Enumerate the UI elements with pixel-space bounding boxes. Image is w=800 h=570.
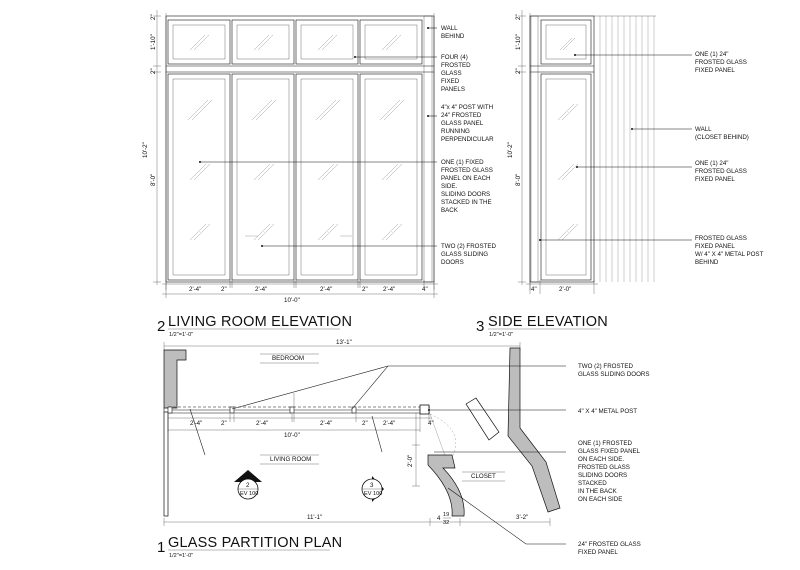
drawing-number-1: 1 — [157, 539, 166, 556]
note-wall-closet: WALL (CLOSET BEHIND) — [695, 126, 749, 141]
note-wall-behind: WALL BEHIND — [441, 25, 465, 40]
plan-dim-top: 13'-1" — [336, 339, 352, 346]
closet-wall-curve — [428, 455, 464, 516]
dim-panel-2: 2'-4" — [255, 286, 268, 293]
plan-note-two-sliding: TWO (2) FROSTED GLASS SLIDING DOORS — [578, 363, 650, 378]
room-closet: CLOSET — [471, 473, 496, 480]
plan-dim-mid: 10'-0" — [284, 432, 300, 439]
elevation-outline — [166, 16, 434, 282]
marker-2-sheet: EV 100 — [240, 491, 259, 497]
note-one-fixed: ONE (1) FIXED FROSTED GLASS PANEL ON EACH SIDE. SLIDING DOORS STACKED IN THE BACK — [441, 159, 493, 214]
side-notes — [695, 51, 765, 266]
dim-gap-top: 2" — [150, 14, 157, 20]
note-two-sliding: TWO (2) FROSTED GLASS SLIDING DOORS — [441, 243, 496, 266]
plan-dim-closet: 3'-2" — [516, 514, 529, 521]
note-one-24-mid: ONE (1) 24" FROSTED GLASS FIXED PANEL — [695, 160, 747, 183]
note-frosted-post: FROSTED GLASS FIXED PANEL W/ 4" X 4" METAL POST BEHIND — [695, 235, 764, 266]
plan-dim-6: 2'-4" — [383, 420, 396, 427]
dim-top-height: 1'-10" — [150, 34, 157, 50]
section-marker-2 — [234, 470, 262, 499]
plan-vertical-dim — [407, 413, 420, 486]
plan-dim-frac-c: 32 — [443, 520, 450, 526]
plan-note-metal-post: 4" X 4" METAL POST — [578, 408, 638, 415]
closet-door-panel — [466, 398, 499, 440]
plan-dim-vert: 2'-0" — [407, 454, 414, 467]
side-vertical-dims — [507, 10, 526, 285]
side-elevation — [476, 10, 765, 338]
plan-scale: 1/2"=1'-0" — [169, 553, 194, 559]
right-walls — [428, 348, 560, 516]
note-post: 4"x 4" POST WITH 24" FROSTED GLASS PANEL RUNNING PERPENDICULAR — [441, 104, 494, 143]
plan-note-panel-24: 24" FROSTED GLASS FIXED PANEL — [578, 541, 641, 556]
plan-dim-4: 2'-4" — [320, 420, 333, 427]
living-notes — [441, 25, 498, 266]
drawing-number-3: 3 — [476, 318, 485, 335]
dim-panel-3: 2'-4" — [320, 286, 333, 293]
dim-gap-mid: 2" — [150, 68, 157, 74]
plan-dim-3: 2'-4" — [256, 420, 269, 427]
living-room-title: LIVING ROOM ELEVATION — [168, 314, 353, 330]
marker-2-num: 2 — [246, 482, 250, 489]
plan-dim-bottom: 11'-1" — [307, 514, 323, 521]
drawing-number-2: 2 — [157, 318, 166, 335]
glass-partition-plan — [157, 339, 650, 559]
post-outline — [424, 16, 432, 282]
dim-post-end: 4" — [422, 286, 428, 293]
note-one-24-top: ONE (1) 24" FROSTED GLASS FIXED PANEL — [695, 51, 747, 74]
room-bedroom: BEDROOM — [272, 355, 304, 362]
door-panels — [168, 74, 422, 280]
plan-dim-2: 2" — [221, 420, 227, 427]
dim-post-2: 2" — [362, 286, 368, 293]
plan-notes — [578, 363, 650, 556]
side-leaders — [539, 54, 692, 241]
side-title-block — [476, 314, 608, 338]
plan-bottom-dims — [164, 512, 550, 526]
right-wall — [508, 348, 560, 512]
plan-dim-1: 2'-4" — [190, 420, 203, 427]
living-leaders — [199, 27, 437, 247]
side-title: SIDE ELEVATION — [488, 314, 608, 330]
transom-panels — [168, 20, 422, 64]
plan-dim-7: 4" — [428, 420, 434, 427]
side-dim-gap1: 2" — [515, 14, 522, 20]
left-wall-lower — [164, 412, 168, 516]
plan-title-block — [157, 535, 342, 559]
living-title-block — [157, 314, 352, 338]
marker-3-num: 3 — [370, 482, 374, 489]
section-marker-3 — [362, 476, 384, 502]
left-wall-upper — [164, 350, 186, 408]
living-room-elevation — [142, 10, 498, 338]
elevation-horizontal-dims — [162, 280, 438, 304]
partition-track — [168, 393, 430, 414]
dim-panel-1: 2'-4" — [189, 286, 202, 293]
side-outline — [530, 16, 594, 282]
dim-main-height: 8'-0" — [150, 173, 157, 186]
side-scale: 1/2"=1'-0" — [489, 332, 514, 338]
side-dim-top: 1'-10" — [515, 34, 522, 50]
plan-dim-5: 2" — [362, 420, 368, 427]
wall-closet-lines — [594, 16, 656, 282]
side-dim-panel: 2'-0" — [559, 286, 572, 293]
elevation-vertical-dims — [142, 10, 161, 285]
plan-row-dims — [168, 414, 434, 439]
dim-total-height: 10'-2" — [142, 142, 149, 158]
dim-panel-4: 2'-4" — [383, 286, 396, 293]
side-dim-post: 4" — [531, 286, 537, 293]
plan-title: GLASS PARTITION PLAN — [168, 535, 343, 551]
side-dim-main: 8'-0" — [515, 173, 522, 186]
dim-total-width: 10'-0" — [284, 297, 300, 304]
plan-note-one-fixed: ONE (1) FROSTED GLASS FIXED PANEL ON EACH SIDE. FROSTED GLASS SLIDING DOORS STACKED IN THE BACK ON EACH SIDE — [578, 440, 640, 503]
side-dim-total: 10'-2" — [507, 142, 514, 158]
marker-3-sheet: EV 100 — [364, 491, 383, 497]
side-post — [531, 16, 538, 282]
note-four-panels: FOUR (4) FROSTED GLASS FIXED PANELS — [441, 54, 471, 93]
side-dim-gap2: 2" — [515, 68, 522, 74]
plan-dim-frac-a: 4 — [437, 515, 441, 522]
living-room-scale: 1/2"=1'-0" — [169, 332, 194, 338]
metal-post — [420, 405, 429, 414]
plan-dim-frac-b: 19 — [443, 512, 450, 518]
room-living: LIVING ROOM — [270, 456, 312, 463]
dim-post-1: 2" — [221, 286, 227, 293]
